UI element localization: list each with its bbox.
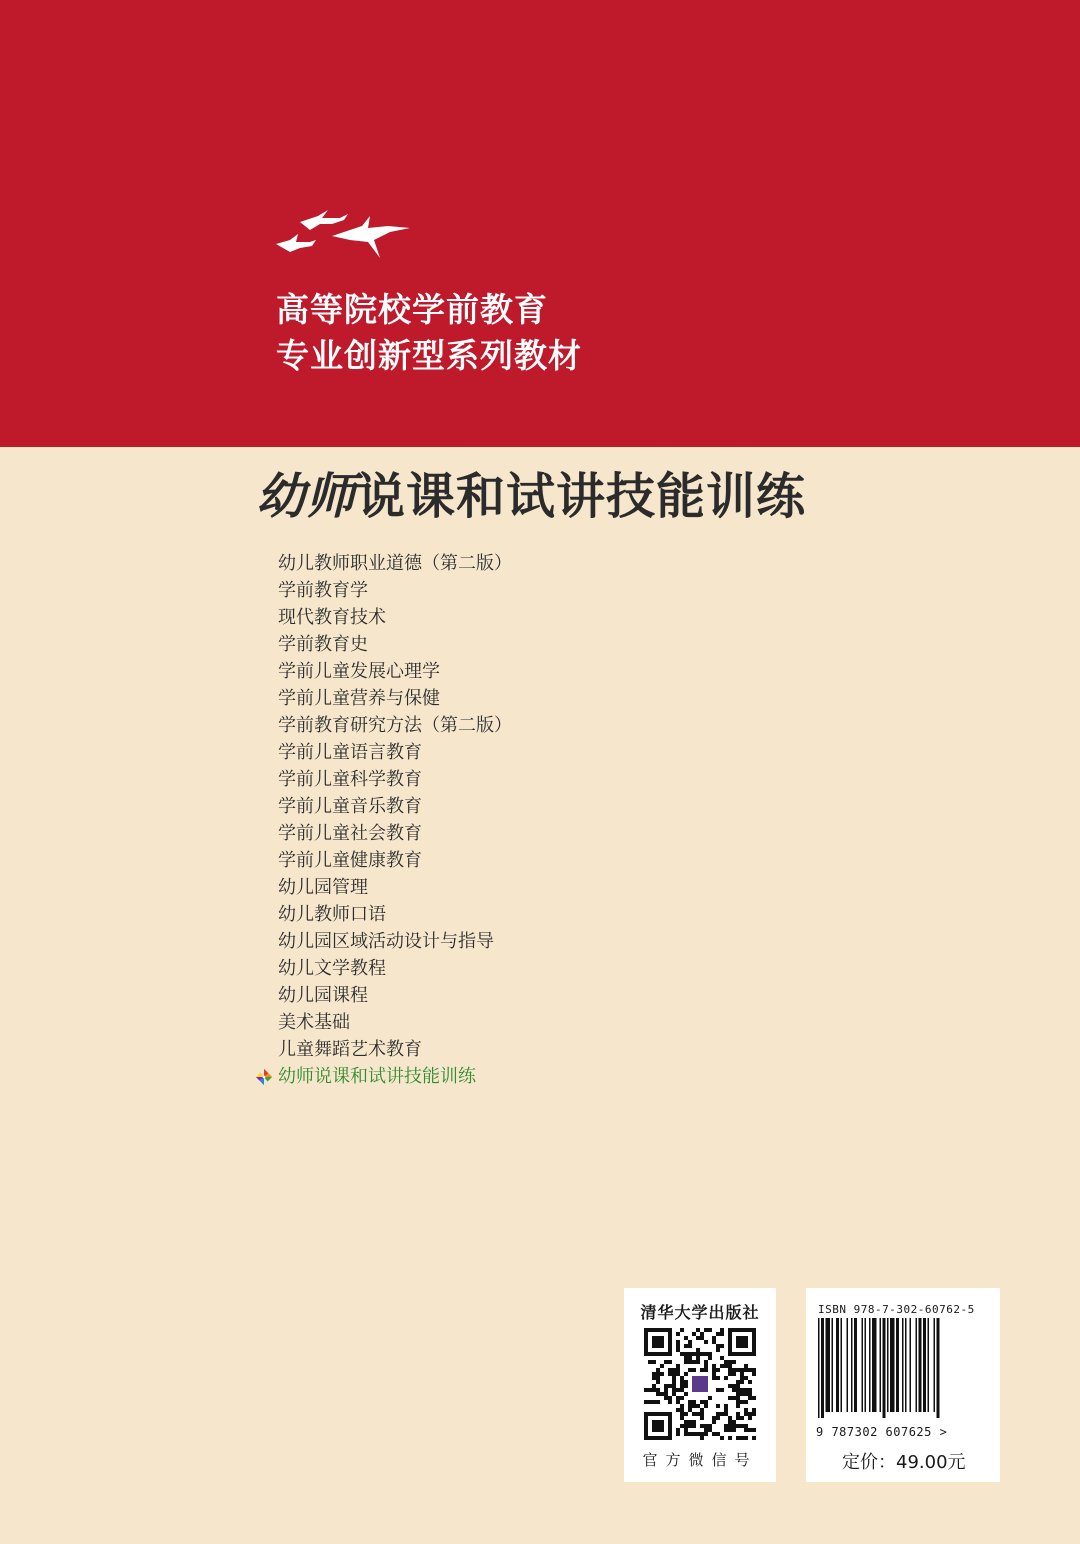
publisher-name: 清华大学出版社 xyxy=(640,1303,760,1322)
list-item: 现代教育技术 xyxy=(278,607,386,628)
qr-caption: 官方微信号 xyxy=(642,1451,758,1469)
price-label: 定价：49.00元 xyxy=(842,1452,966,1473)
list-item: 幼儿文学教程 xyxy=(278,958,386,979)
list-item: 学前儿童语言教育 xyxy=(278,742,422,763)
list-item: 美术基础 xyxy=(278,1012,350,1033)
list-item: 幼儿园课程 xyxy=(278,985,368,1006)
list-item: 幼儿园区域活动设计与指导 xyxy=(278,931,494,952)
list-item: 学前教育学 xyxy=(278,580,368,601)
pinwheel-icon xyxy=(255,1068,273,1086)
qr-card xyxy=(624,1288,776,1482)
barcode-digits: 9 787302 607625 > xyxy=(816,1425,948,1439)
series-book-list xyxy=(278,550,512,1090)
isbn-card xyxy=(806,1288,1000,1482)
red-header-band xyxy=(0,0,1080,447)
current-book-label: 幼师说课和试讲技能训练 xyxy=(278,1066,476,1087)
list-item: 儿童舞蹈艺术教育 xyxy=(278,1039,422,1060)
series-title-line2: 专业创新型系列教材 xyxy=(276,336,582,375)
list-item: 幼儿教师口语 xyxy=(278,904,386,925)
list-item: 学前儿童音乐教育 xyxy=(278,796,422,817)
crane-birds-icon xyxy=(270,200,420,270)
qr-code-icon xyxy=(644,1328,756,1440)
list-item-current xyxy=(278,1063,512,1090)
barcode-icon xyxy=(816,1318,992,1418)
list-item: 学前儿童健康教育 xyxy=(278,850,422,871)
list-item: 学前教育史 xyxy=(278,634,368,655)
isbn-number: ISBN 978-7-302-60762-5 xyxy=(818,1303,975,1316)
list-item: 幼儿园管理 xyxy=(278,877,368,898)
book-title xyxy=(256,458,806,528)
book-title-emphasis: 幼师 xyxy=(256,468,357,525)
list-item: 幼儿教师职业道德（第二版） xyxy=(278,553,512,574)
list-item: 学前儿童营养与保健 xyxy=(278,688,440,709)
list-item: 学前儿童科学教育 xyxy=(278,769,422,790)
list-item: 学前儿童社会教育 xyxy=(278,823,422,844)
list-item: 学前儿童发展心理学 xyxy=(278,661,440,682)
list-item: 学前教育研究方法（第二版） xyxy=(278,715,512,736)
book-title-rest: 说课和试讲技能训练 xyxy=(356,467,807,525)
series-title-line1: 高等院校学前教育 xyxy=(276,290,548,329)
